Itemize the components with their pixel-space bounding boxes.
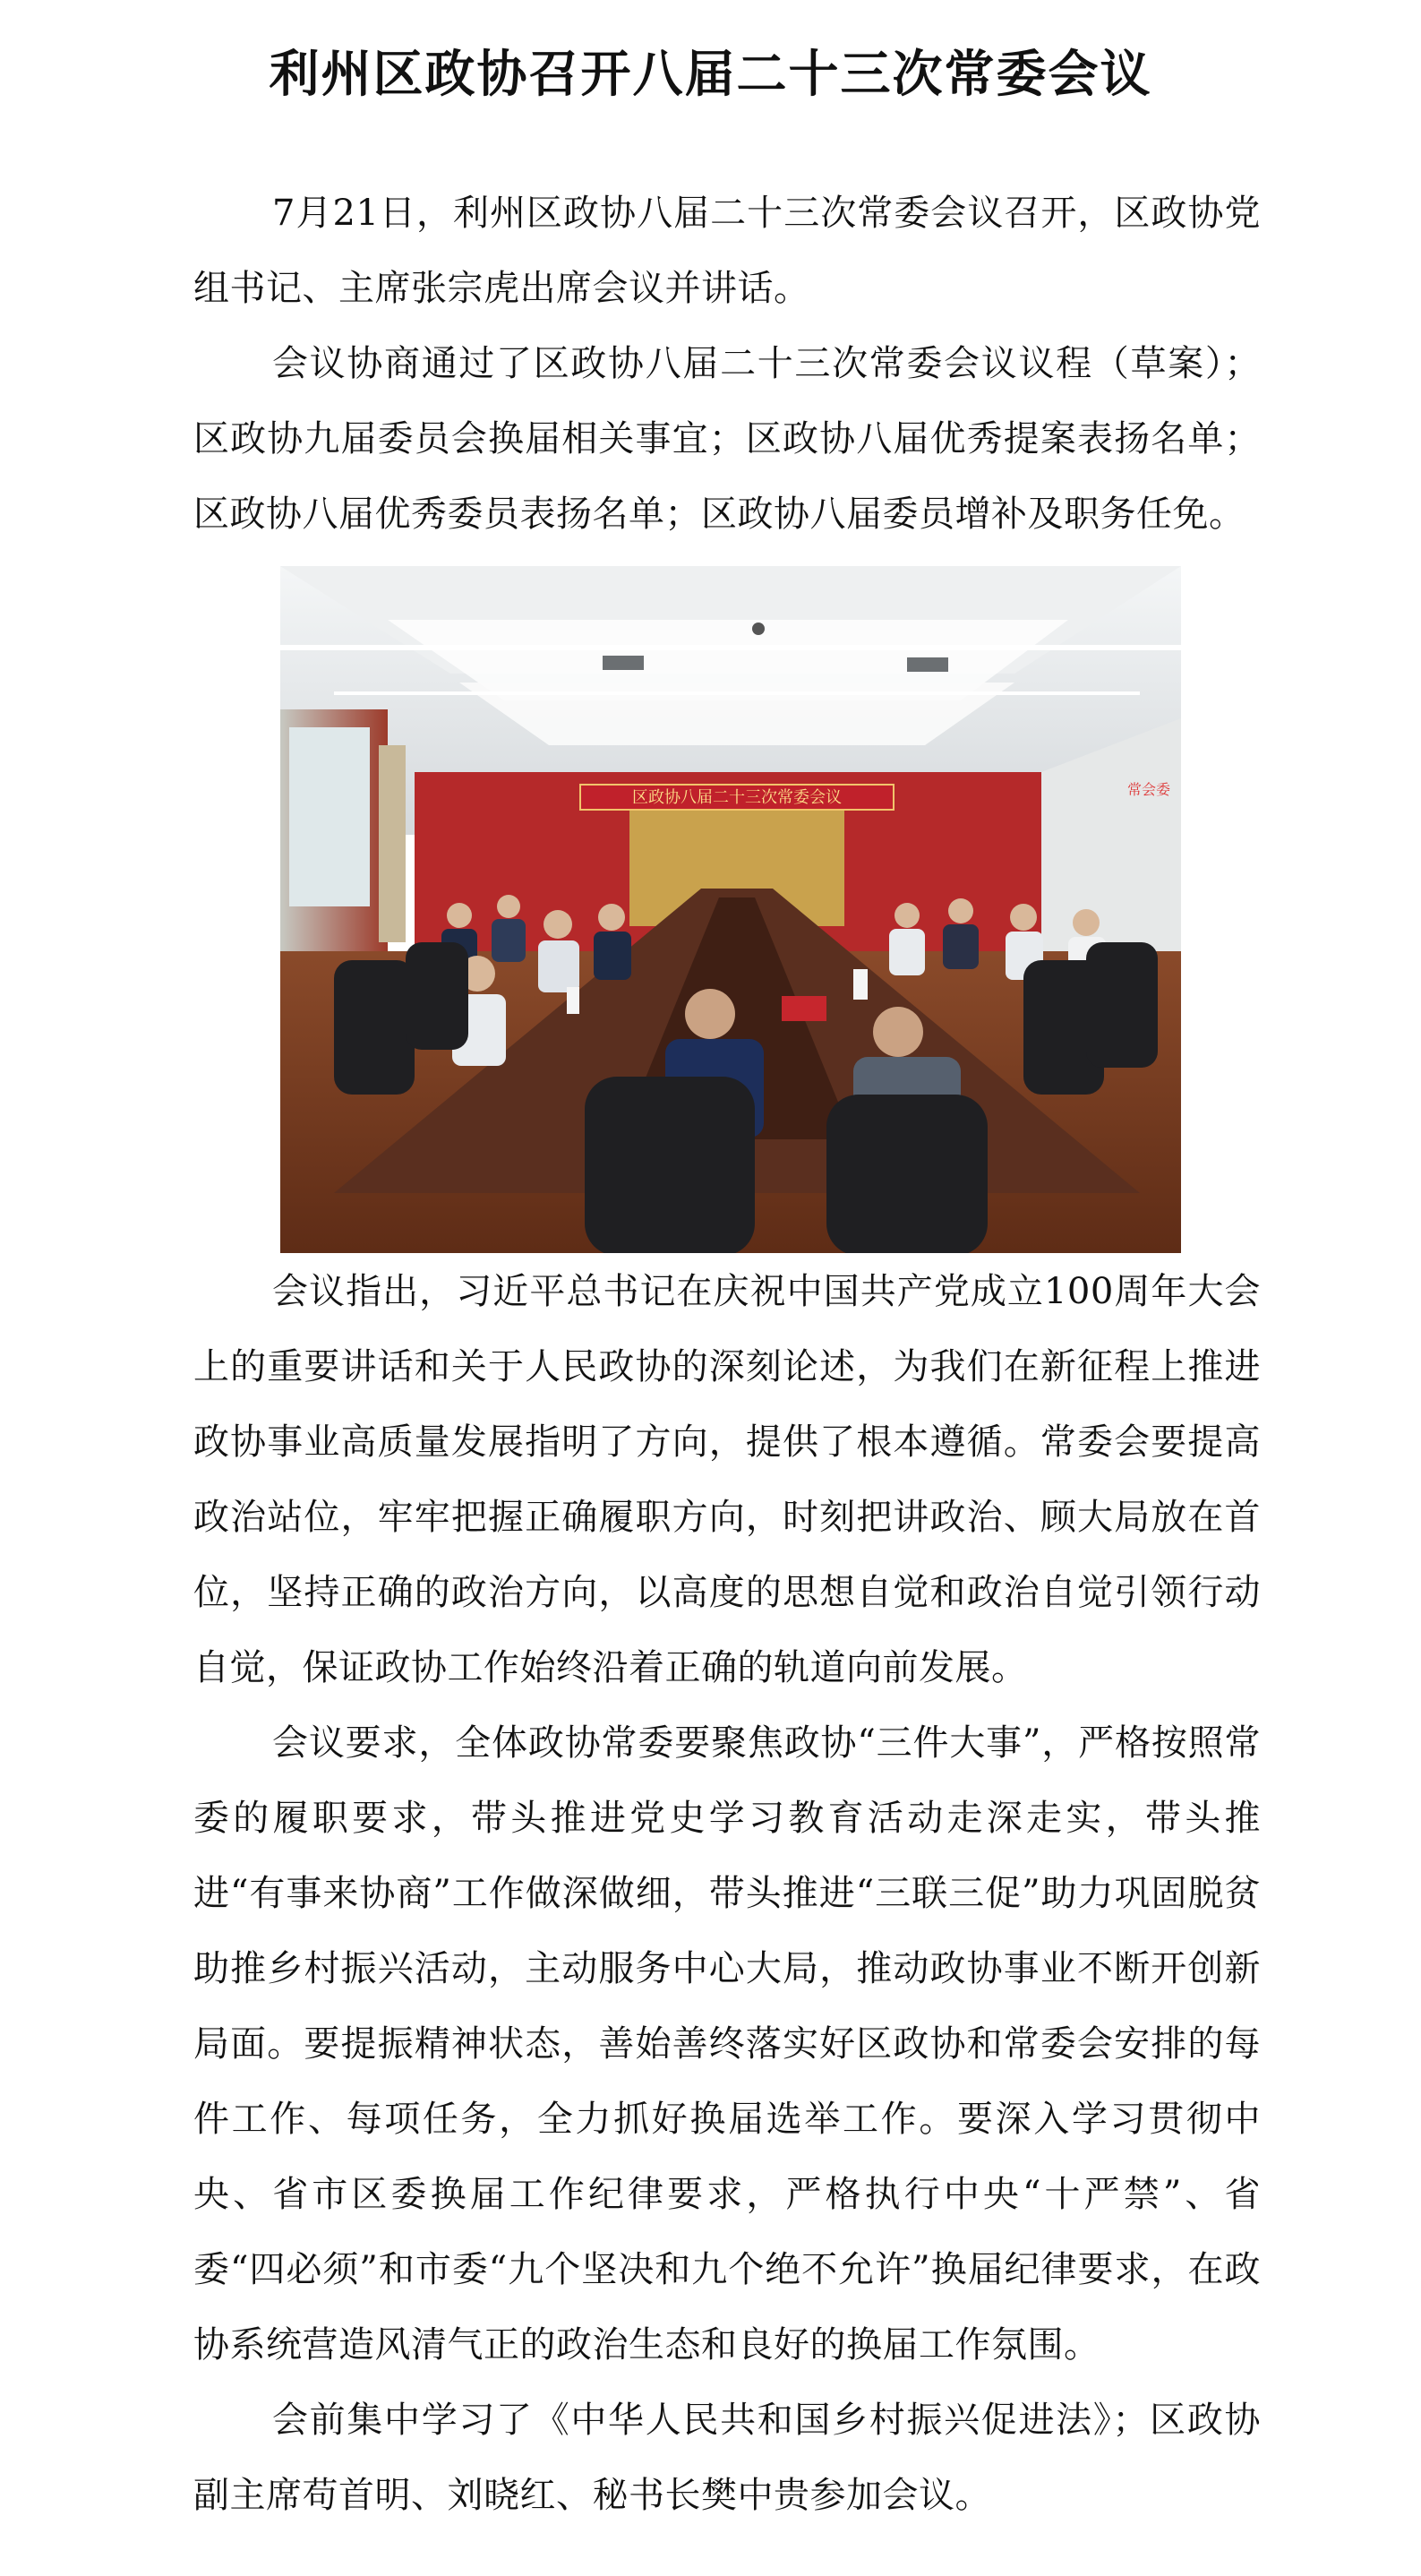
meeting-photo — [280, 566, 1181, 1253]
paragraph: 会前集中学习了《中华人民共和国乡村振兴促进法》；区政协副主席苟首明、刘晓红、秘书长樊中贵参加会议。 — [193, 2400, 1261, 2516]
article-title: 利州区政协召开八届二十三次常委会议 — [269, 45, 1152, 104]
paragraph: 会议指出，习近平总书记在庆祝中国共产党成立100周年大会上的重要讲话和关于人民政协的深刻论述，为我们在新征程上推进政协事业高质量发展指明了方向，提供了根本遵循。常委会要提高政治站位，牢牢把握正确履职方向，时刻把讲政治、顾大局放在首位，坚持正确的政治方向，以高度的思想自觉和政治自觉引领行动自觉，保证政协工作始终沿着正确的轨道向前发展。 — [193, 1271, 1261, 1688]
article-body-top — [193, 176, 1261, 552]
article-body-bottom — [193, 1254, 1261, 2533]
meeting-room-illustration — [280, 566, 1181, 1253]
paragraph: 会议协商通过了区政协八届二十三次常委会议议程（草案）；区政协九届委员会换届相关事宜；区政协八届优秀提案表扬名单；区政协八届优秀委员表扬名单；区政协八届委员增补及职务任免。 — [193, 343, 1261, 535]
paragraph: 7月21日，利州区政协八届二十三次常委会议召开，区政协党组书记、主席张宗虎出席会议并讲话。 — [193, 193, 1261, 309]
banner-text: 区政协八届二十三次常委会议 — [632, 788, 842, 807]
paragraph: 会议要求，全体政协常委要聚焦政协“三件大事”，严格按照常委的履职要求，带头推进党史学习教育活动走深走实，带头推进“有事来协商”工作做深做细，带头推进“三联三促”助力巩固脱贫助推乡村振兴活动，主动服务中心大局，推动政协事业不断开创新局面。要提振精神状态，善始善终落实好区政协和常委会安排的每件工作、每项任务，全力抓好换届选举工作。要深入学习贯彻中央、省市区委换届工作纪律要求，严格执行中央“十严禁”、省委“四必须”和市委“九个坚决和九个绝不允许”换届纪律要求，在政协系统营造风清气正的政治生态和良好的换届工作氛围。 — [193, 1722, 1261, 2366]
wall-text: 常会委 — [1126, 781, 1171, 798]
